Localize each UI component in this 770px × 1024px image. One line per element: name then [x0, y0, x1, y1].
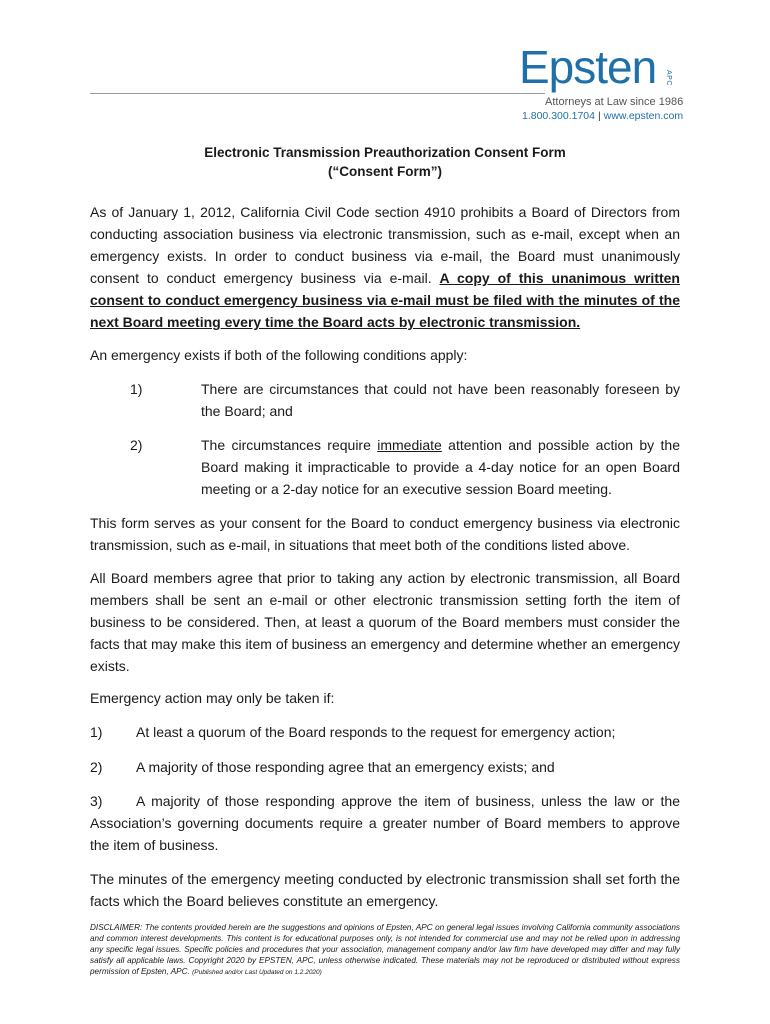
condition-2-post: attention and possible action by the Board making it impracticable to provide a 4-day notice for an open Board meeting or a 2-day notice for an executive session Board meeting. [201, 437, 680, 497]
form-title: Electronic Transmission Preauthorization Consent Form [204, 145, 566, 160]
consent-paragraph: This form serves as your consent for the Board to conduct emergency business via electronic transmission, such as e-mail, in situations that meet both of the conditions listed above. [90, 515, 680, 553]
form-subtitle: (“Consent Form”) [328, 164, 442, 179]
action-3 [90, 790, 680, 856]
condition-2-number: 2) [130, 437, 143, 453]
header-rule [90, 93, 545, 94]
conditions-lead: An emergency exists if both of the following conditions apply: [90, 347, 468, 363]
disclaimer-text: DISCLAIMER: The contents provided herein are the suggestions and opinions of Epsten, APC on general legal issues involving California community associations and common interest developments. This content is for educational purposes only, is not intended for commercial use and may not be relied upon in addressing any specific legal issues. Specific policies and procedures that your association, management company and/or law firm have developed may differ and may fully satisfy all applicable laws. Copyright 2020 by EPSTEN, APC, unless otherwise indicated. These materials may not be reproduced or distributed without express permission of Epsten, APC. [90, 923, 680, 976]
action-1-text: At least a quorum of the Board responds to the request for emergency action; [136, 724, 616, 740]
intro-text: As of January 1, 2012, California Civil Code section 4910 prohibits a Board of Directors from conducting association business via electronic transmission, such as e-mail, except when an emergency exists. In order to conduct business via e-mail, the Board must unanimously consent to conduct emergency business via e-mail. [90, 204, 680, 286]
intro-paragraph [90, 201, 680, 333]
minutes-paragraph: The minutes of the emergency meeting conducted by electronic transmission shall set forth the facts which the Board believes constitute an emergency. [90, 871, 680, 909]
condition-2-pre: The circumstances require [201, 437, 378, 453]
action-2-number: 2) [90, 759, 103, 775]
epsten-logo: Epsten [519, 41, 657, 93]
contact-separator: | [598, 110, 601, 122]
action-1-number: 1) [90, 724, 103, 740]
condition-1-number: 1) [130, 381, 143, 397]
condition-2-text [201, 434, 680, 500]
disclaimer [90, 922, 680, 978]
website-link[interactable]: www.epsten.com [603, 110, 684, 122]
action-lead: Emergency action may only be taken if: [90, 690, 335, 706]
condition-1-text: There are circumstances that could not have been reasonably foreseen by the Board; and [201, 381, 680, 419]
logo-apc-suffix: APC [665, 70, 672, 86]
phone-number: 1.800.300.1704 [522, 110, 595, 122]
last-updated: (Published and/or Last Updated on 1.2.2020) [192, 969, 322, 976]
action-3-text: A majority of those responding approve the item of business, unless the law or the Association’s governing documents require a greater number of Board members to approve the item of business. [90, 793, 680, 853]
logo-tagline: Attorneys at Law since 1986 [545, 96, 684, 108]
action-3-number: 3) [90, 793, 103, 809]
condition-2-underlined: immediate [377, 437, 442, 453]
action-2-text: A majority of those responding agree that an emergency exists; and [136, 759, 555, 775]
contact-line [522, 110, 683, 122]
intro-emphasis: A copy of this unanimous written consent to conduct emergency business via e-mail must be filed with the minutes of the next Board meeting every time the Board acts by electronic transmission. [90, 270, 680, 330]
agreement-paragraph: All Board members agree that prior to taking any action by electronic transmission, all Board members shall be sent an e-mail or other electronic transmission setting forth the item of business to be considered. Then, at least a quorum of the Board members must consider the facts that may make this item of business an emergency and determine whether an emergency exists. [90, 570, 680, 674]
